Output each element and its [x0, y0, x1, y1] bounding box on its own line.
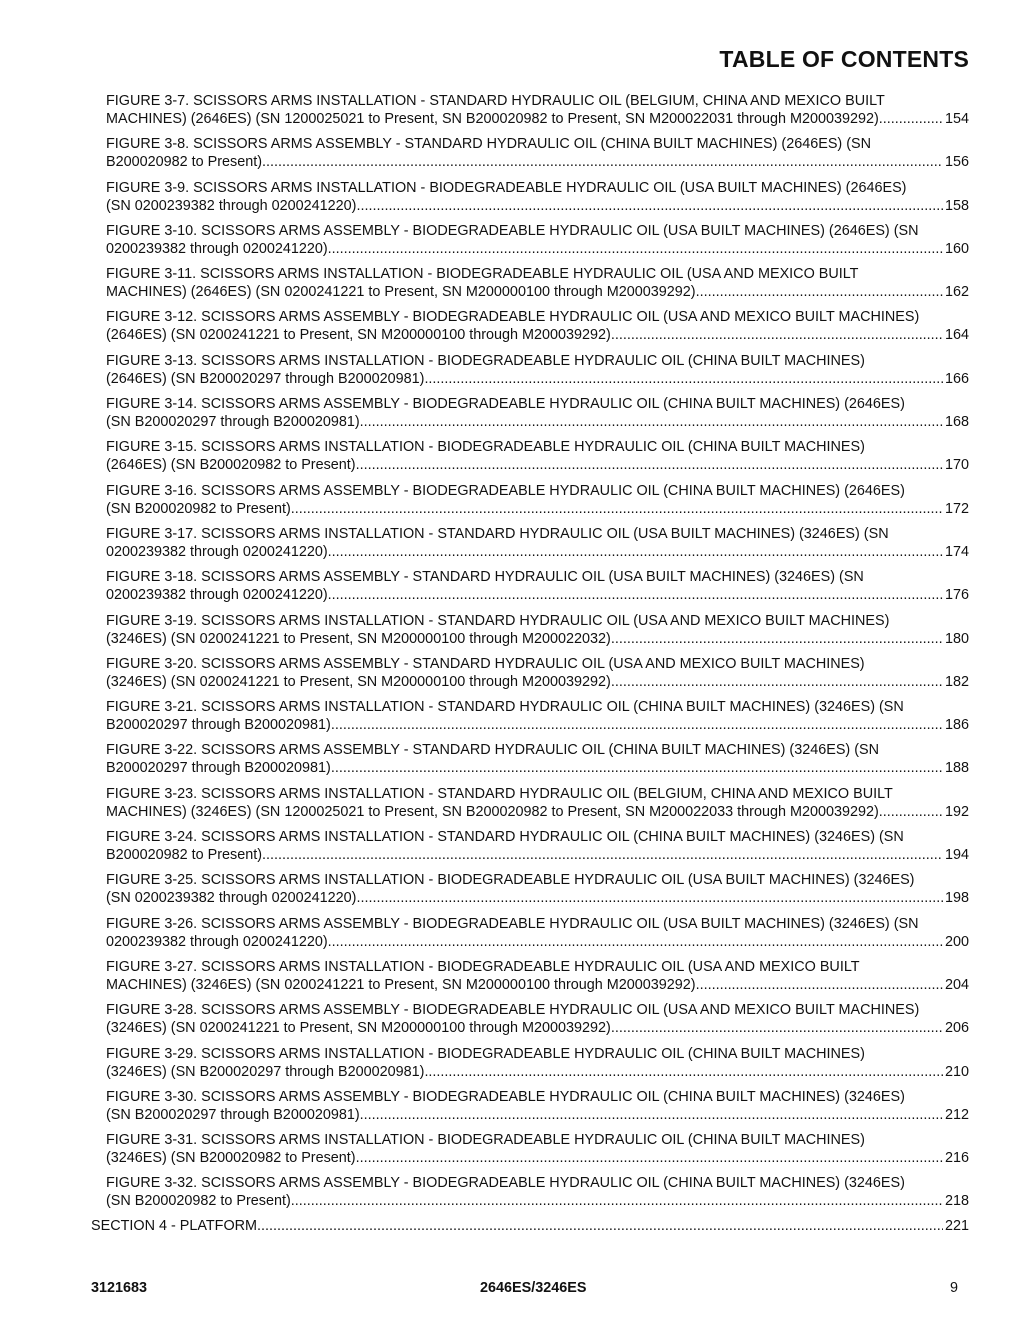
toc-dot-leader	[360, 1106, 943, 1124]
toc-entry-line	[106, 889, 969, 907]
toc-entry-page: 172	[944, 500, 969, 517]
toc-entry-title: FIGURE 3-12. SCISSORS ARMS ASSEMBLY - BIODEGRADEABLE HYDRAULIC OIL (USA AND MEXICO BUILT MACHINES)	[106, 309, 920, 326]
toc-entry-line	[106, 197, 969, 215]
toc-entry-page: 210	[944, 1063, 969, 1080]
toc-entry-title-cont: 0200239382 through 0200241220)	[106, 587, 328, 604]
toc-entry-title-cont: 0200239382 through 0200241220)	[106, 933, 328, 950]
toc-entry-title: FIGURE 3-24. SCISSORS ARMS INSTALLATION - STANDARD HYDRAULIC OIL (CHINA BUILT MACHINES) (3246ES) (SN	[106, 829, 904, 846]
toc-entry-line	[106, 759, 969, 777]
toc-entry-title: FIGURE 3-22. SCISSORS ARMS ASSEMBLY - STANDARD HYDRAULIC OIL (CHINA BUILT MACHINES) (3246ES) (SN	[106, 742, 880, 759]
toc-dot-leader	[328, 543, 943, 561]
toc-entry-title: FIGURE 3-26. SCISSORS ARMS ASSEMBLY - BIODEGRADEABLE HYDRAULIC OIL (USA BUILT MACHINES) (3246ES) (SN	[106, 915, 919, 932]
toc-entry-title-cont: (2646ES) (SN B200020982 to Present)	[106, 457, 356, 474]
toc-entry-title-cont: B200020982 to Present)	[106, 847, 263, 864]
toc-entry[interactable]	[106, 1045, 969, 1081]
toc-dot-leader	[424, 1063, 943, 1081]
toc-entry[interactable]	[106, 741, 969, 777]
toc-dot-leader	[356, 197, 943, 215]
toc-dot-leader	[291, 500, 943, 518]
toc-entry[interactable]	[106, 698, 969, 734]
toc-entry-line	[106, 1019, 969, 1037]
toc-entry-line	[106, 976, 969, 994]
toc-dot-leader	[356, 889, 943, 907]
toc-entry-page: 186	[944, 717, 969, 734]
toc-entry-title-cont: 0200239382 through 0200241220)	[106, 240, 328, 257]
toc-dot-leader	[257, 1217, 943, 1235]
toc-entry[interactable]	[106, 871, 969, 907]
toc-entry[interactable]	[106, 525, 969, 561]
toc-entry-page: 194	[944, 847, 969, 864]
toc-section-label: SECTION 4 - PLATFORM	[91, 1218, 258, 1234]
toc-entry-page: 160	[944, 240, 969, 257]
toc-dot-leader	[262, 153, 943, 171]
toc-section-page: 221	[944, 1218, 969, 1234]
toc-entry-page: 164	[944, 327, 969, 344]
toc-dot-leader	[328, 240, 943, 258]
toc-dot-leader	[611, 1019, 943, 1037]
toc-entry-title: FIGURE 3-15. SCISSORS ARMS INSTALLATION - BIODEGRADEABLE HYDRAULIC OIL (CHINA BUILT MACHINES)	[106, 439, 865, 456]
toc-entry-line	[106, 1149, 969, 1167]
toc-entry-page: 180	[944, 630, 969, 647]
toc-entry[interactable]	[106, 92, 969, 128]
toc-dot-leader	[262, 846, 943, 864]
toc-entry-line	[106, 543, 969, 561]
toc-entry-title: FIGURE 3-25. SCISSORS ARMS INSTALLATION - BIODEGRADEABLE HYDRAULIC OIL (USA BUILT MACHINES) (3246ES)	[106, 872, 915, 889]
toc-entry[interactable]	[106, 828, 969, 864]
toc-entry-title-cont: (2646ES) (SN B200020297 through B200020981)	[106, 370, 425, 387]
toc-entry[interactable]	[106, 915, 969, 951]
toc-entry-line	[106, 673, 969, 691]
toc-entry[interactable]	[106, 482, 969, 518]
toc-entry-page: 174	[944, 543, 969, 560]
toc-entry-title-cont: B200020297 through B200020981)	[106, 717, 331, 734]
toc-dot-leader	[696, 976, 943, 994]
footer-page-number: 9	[950, 1280, 959, 1296]
toc-entry-page: 216	[944, 1150, 969, 1167]
toc-entry-line	[106, 413, 969, 431]
toc-entry-title-cont: MACHINES) (2646ES) (SN 0200241221 to Present, SN M200000100 through M200039292)	[106, 284, 696, 301]
toc-entry-title-cont: B200020297 through B200020981)	[106, 760, 331, 777]
toc-entry-title-cont: (3246ES) (SN 0200241221 to Present, SN M200000100 through M200039292)	[106, 673, 611, 690]
toc-dot-leader	[331, 759, 943, 777]
toc-entry-title-cont: (3246ES) (SN B200020982 to Present)	[106, 1150, 356, 1167]
toc-entry[interactable]	[106, 785, 969, 821]
toc-entry[interactable]	[106, 222, 969, 258]
page-title: TABLE OF CONTENTS	[719, 46, 969, 72]
toc-entry-page: 170	[944, 457, 969, 474]
toc-entry-title-cont: (SN B200020297 through B200020981)	[106, 414, 360, 431]
toc-entry-title: FIGURE 3-23. SCISSORS ARMS INSTALLATION - STANDARD HYDRAULIC OIL (BELGIUM, CHINA AND MEXICO BUILT	[106, 785, 893, 802]
toc-entry-line	[106, 153, 969, 171]
footer-model: 2646ES/3246ES	[480, 1280, 587, 1296]
toc-entry-title: FIGURE 3-11. SCISSORS ARMS INSTALLATION - BIODEGRADEABLE HYDRAULIC OIL (USA AND MEXICO BUILT	[106, 266, 859, 283]
toc-entry-line	[106, 110, 969, 128]
toc-entry-line	[106, 500, 969, 518]
toc-entry[interactable]	[106, 1131, 969, 1167]
toc-entry-title-cont: (3246ES) (SN B200020297 through B200020981)	[106, 1063, 425, 1080]
toc-entry-line	[106, 803, 969, 821]
toc-entry-title: FIGURE 3-29. SCISSORS ARMS INSTALLATION - BIODEGRADEABLE HYDRAULIC OIL (CHINA BUILT MACHINES)	[106, 1045, 865, 1062]
toc-entry-line	[106, 716, 969, 734]
toc-entry-line	[106, 326, 969, 344]
toc-dot-leader	[611, 630, 943, 648]
toc-entry-title-cont: (SN B200020982 to Present)	[106, 500, 291, 517]
toc-entry-title-cont: (2646ES) (SN 0200241221 to Present, SN M200000100 through M200039292)	[106, 327, 611, 344]
toc-entry-title: FIGURE 3-14. SCISSORS ARMS ASSEMBLY - BIODEGRADEABLE HYDRAULIC OIL (CHINA BUILT MACHINES) (2646ES)	[106, 396, 905, 413]
footer-doc-number: 3121683	[91, 1280, 148, 1296]
toc-entry-line	[106, 933, 969, 951]
toc-entry-line	[106, 630, 969, 648]
toc-entry-page: 192	[944, 803, 969, 820]
toc-entry[interactable]	[106, 352, 969, 388]
toc-entry[interactable]	[106, 179, 969, 215]
toc-entry-title-cont: (SN B200020982 to Present)	[106, 1193, 291, 1210]
toc-entry-title: FIGURE 3-8. SCISSORS ARMS ASSEMBLY - STANDARD HYDRAULIC OIL (CHINA BUILT MACHINES) (2646ES) (SN	[106, 136, 872, 153]
toc-entry-line	[106, 456, 969, 474]
toc-entry-title-cont: MACHINES) (3246ES) (SN 0200241221 to Present, SN M200000100 through M200039292)	[106, 976, 696, 993]
toc-entry-page: 206	[944, 1020, 969, 1037]
toc-entry-title: FIGURE 3-17. SCISSORS ARMS INSTALLATION - STANDARD HYDRAULIC OIL (USA BUILT MACHINES) (3246ES) (SN	[106, 525, 889, 542]
toc-entry[interactable]	[106, 568, 969, 604]
toc-entry-title-cont: (3246ES) (SN 0200241221 to Present, SN M200000100 through M200022032)	[106, 630, 611, 647]
toc-entry-line	[106, 370, 969, 388]
toc-entry-title: FIGURE 3-10. SCISSORS ARMS ASSEMBLY - BIODEGRADEABLE HYDRAULIC OIL (USA BUILT MACHINES) (2646ES) (SN	[106, 222, 919, 239]
toc-entry-page: 204	[944, 976, 969, 993]
toc-dot-leader	[879, 803, 943, 821]
toc-entry-title: FIGURE 3-21. SCISSORS ARMS INSTALLATION - STANDARD HYDRAULIC OIL (CHINA BUILT MACHINES) (3246ES) (SN	[106, 699, 904, 716]
toc-entry-page: 198	[944, 890, 969, 907]
toc-entry-title-cont: (SN B200020297 through B200020981)	[106, 1106, 360, 1123]
toc-entry-page: 154	[944, 111, 969, 127]
toc-entry-title: FIGURE 3-32. SCISSORS ARMS ASSEMBLY - BIODEGRADEABLE HYDRAULIC OIL (CHINA BUILT MACHINES) (3246ES)	[106, 1175, 905, 1192]
toc-entry-line	[106, 240, 969, 258]
toc-entry[interactable]	[106, 438, 969, 474]
toc-entry-title-cont: MACHINES) (2646ES) (SN 1200025021 to Present, SN B200020982 to Present, SN M200022031 through M200039292)	[106, 111, 879, 127]
toc-entry-title-cont: B200020982 to Present)	[106, 154, 263, 171]
toc-entry-page: 168	[944, 414, 969, 431]
toc-section-entry[interactable]	[91, 1217, 969, 1235]
toc-entry-title: FIGURE 3-13. SCISSORS ARMS INSTALLATION - BIODEGRADEABLE HYDRAULIC OIL (CHINA BUILT MACHINES)	[106, 352, 865, 369]
toc-entry-title: FIGURE 3-31. SCISSORS ARMS INSTALLATION - BIODEGRADEABLE HYDRAULIC OIL (CHINA BUILT MACHINES)	[106, 1132, 865, 1149]
toc-dot-leader	[291, 1192, 943, 1210]
toc-entry-title-cont: (SN 0200239382 through 0200241220)	[106, 197, 357, 214]
toc-entry[interactable]	[106, 958, 969, 994]
toc-entry-title-cont: 0200239382 through 0200241220)	[106, 543, 328, 560]
toc-entry-page: 212	[944, 1106, 969, 1123]
toc-dot-leader	[424, 370, 943, 388]
toc-entry-line	[106, 1192, 969, 1210]
toc-dot-leader	[879, 110, 943, 128]
toc-entry-page: 158	[944, 197, 969, 214]
toc-entry-title-cont: (SN 0200239382 through 0200241220)	[106, 890, 357, 907]
toc-dot-leader	[328, 933, 943, 951]
toc-entry[interactable]	[106, 308, 969, 344]
toc-entry-page: 218	[944, 1193, 969, 1210]
toc-entry-title: FIGURE 3-20. SCISSORS ARMS ASSEMBLY - STANDARD HYDRAULIC OIL (USA AND MEXICO BUILT MACHINES)	[106, 655, 865, 672]
toc-entry-line	[106, 586, 969, 604]
toc-dot-leader	[360, 413, 943, 431]
toc-entry[interactable]	[106, 1088, 969, 1124]
toc-dot-leader	[611, 326, 943, 344]
toc-entry-line	[106, 1063, 969, 1081]
toc-entry-page: 166	[944, 370, 969, 387]
toc-entry[interactable]	[106, 612, 969, 648]
toc-entry-page: 156	[944, 154, 969, 171]
toc-entry-line	[106, 283, 969, 301]
toc-entry-title-cont: MACHINES) (3246ES) (SN 1200025021 to Present, SN B200020982 to Present, SN M200022033 through M200039292)	[106, 803, 879, 820]
toc-entry[interactable]	[106, 135, 969, 171]
toc-dot-leader	[328, 586, 943, 604]
toc-entry-page: 200	[944, 933, 969, 950]
toc-entry-title-cont: (3246ES) (SN 0200241221 to Present, SN M200000100 through M200039292)	[106, 1020, 611, 1037]
toc-dot-leader	[696, 283, 943, 301]
toc-entry-page: 162	[944, 284, 969, 301]
toc-entry[interactable]	[106, 395, 969, 431]
toc-entry-title: FIGURE 3-19. SCISSORS ARMS INSTALLATION - STANDARD HYDRAULIC OIL (USA AND MEXICO BUILT MACHINES)	[106, 612, 890, 629]
toc-dot-leader	[356, 456, 943, 474]
toc-entry-page: 188	[944, 760, 969, 777]
toc-entry-title: FIGURE 3-30. SCISSORS ARMS ASSEMBLY - BIODEGRADEABLE HYDRAULIC OIL (CHINA BUILT MACHINES) (3246ES)	[106, 1088, 905, 1105]
toc-entry-page: 182	[944, 673, 969, 690]
toc-entry-line	[106, 846, 969, 864]
toc-dot-leader	[331, 716, 943, 734]
toc-entry[interactable]	[106, 1174, 969, 1210]
toc-list	[106, 92, 969, 1218]
toc-entry-title: FIGURE 3-16. SCISSORS ARMS ASSEMBLY - BIODEGRADEABLE HYDRAULIC OIL (CHINA BUILT MACHINES) (2646ES)	[106, 482, 905, 499]
toc-dot-leader	[611, 673, 943, 691]
toc-entry-title: FIGURE 3-27. SCISSORS ARMS INSTALLATION - BIODEGRADEABLE HYDRAULIC OIL (USA AND MEXICO BUILT	[106, 958, 860, 975]
toc-dot-leader	[356, 1149, 943, 1167]
toc-entry-title: FIGURE 3-7. SCISSORS ARMS INSTALLATION - STANDARD HYDRAULIC OIL (BELGIUM, CHINA AND MEXICO BUILT	[106, 93, 885, 109]
toc-entry[interactable]	[106, 1001, 969, 1037]
toc-entry-line	[106, 1106, 969, 1124]
toc-entry-title: FIGURE 3-28. SCISSORS ARMS ASSEMBLY - BIODEGRADEABLE HYDRAULIC OIL (USA AND MEXICO BUILT MACHINES)	[106, 1002, 920, 1019]
toc-entry[interactable]	[106, 655, 969, 691]
toc-entry-page: 176	[944, 587, 969, 604]
toc-entry-title: FIGURE 3-9. SCISSORS ARMS INSTALLATION - BIODEGRADEABLE HYDRAULIC OIL (USA BUILT MACHINES) (2646ES)	[106, 179, 907, 196]
toc-entry[interactable]	[106, 265, 969, 301]
toc-entry-title: FIGURE 3-18. SCISSORS ARMS ASSEMBLY - STANDARD HYDRAULIC OIL (USA BUILT MACHINES) (3246ES) (SN	[106, 569, 864, 586]
